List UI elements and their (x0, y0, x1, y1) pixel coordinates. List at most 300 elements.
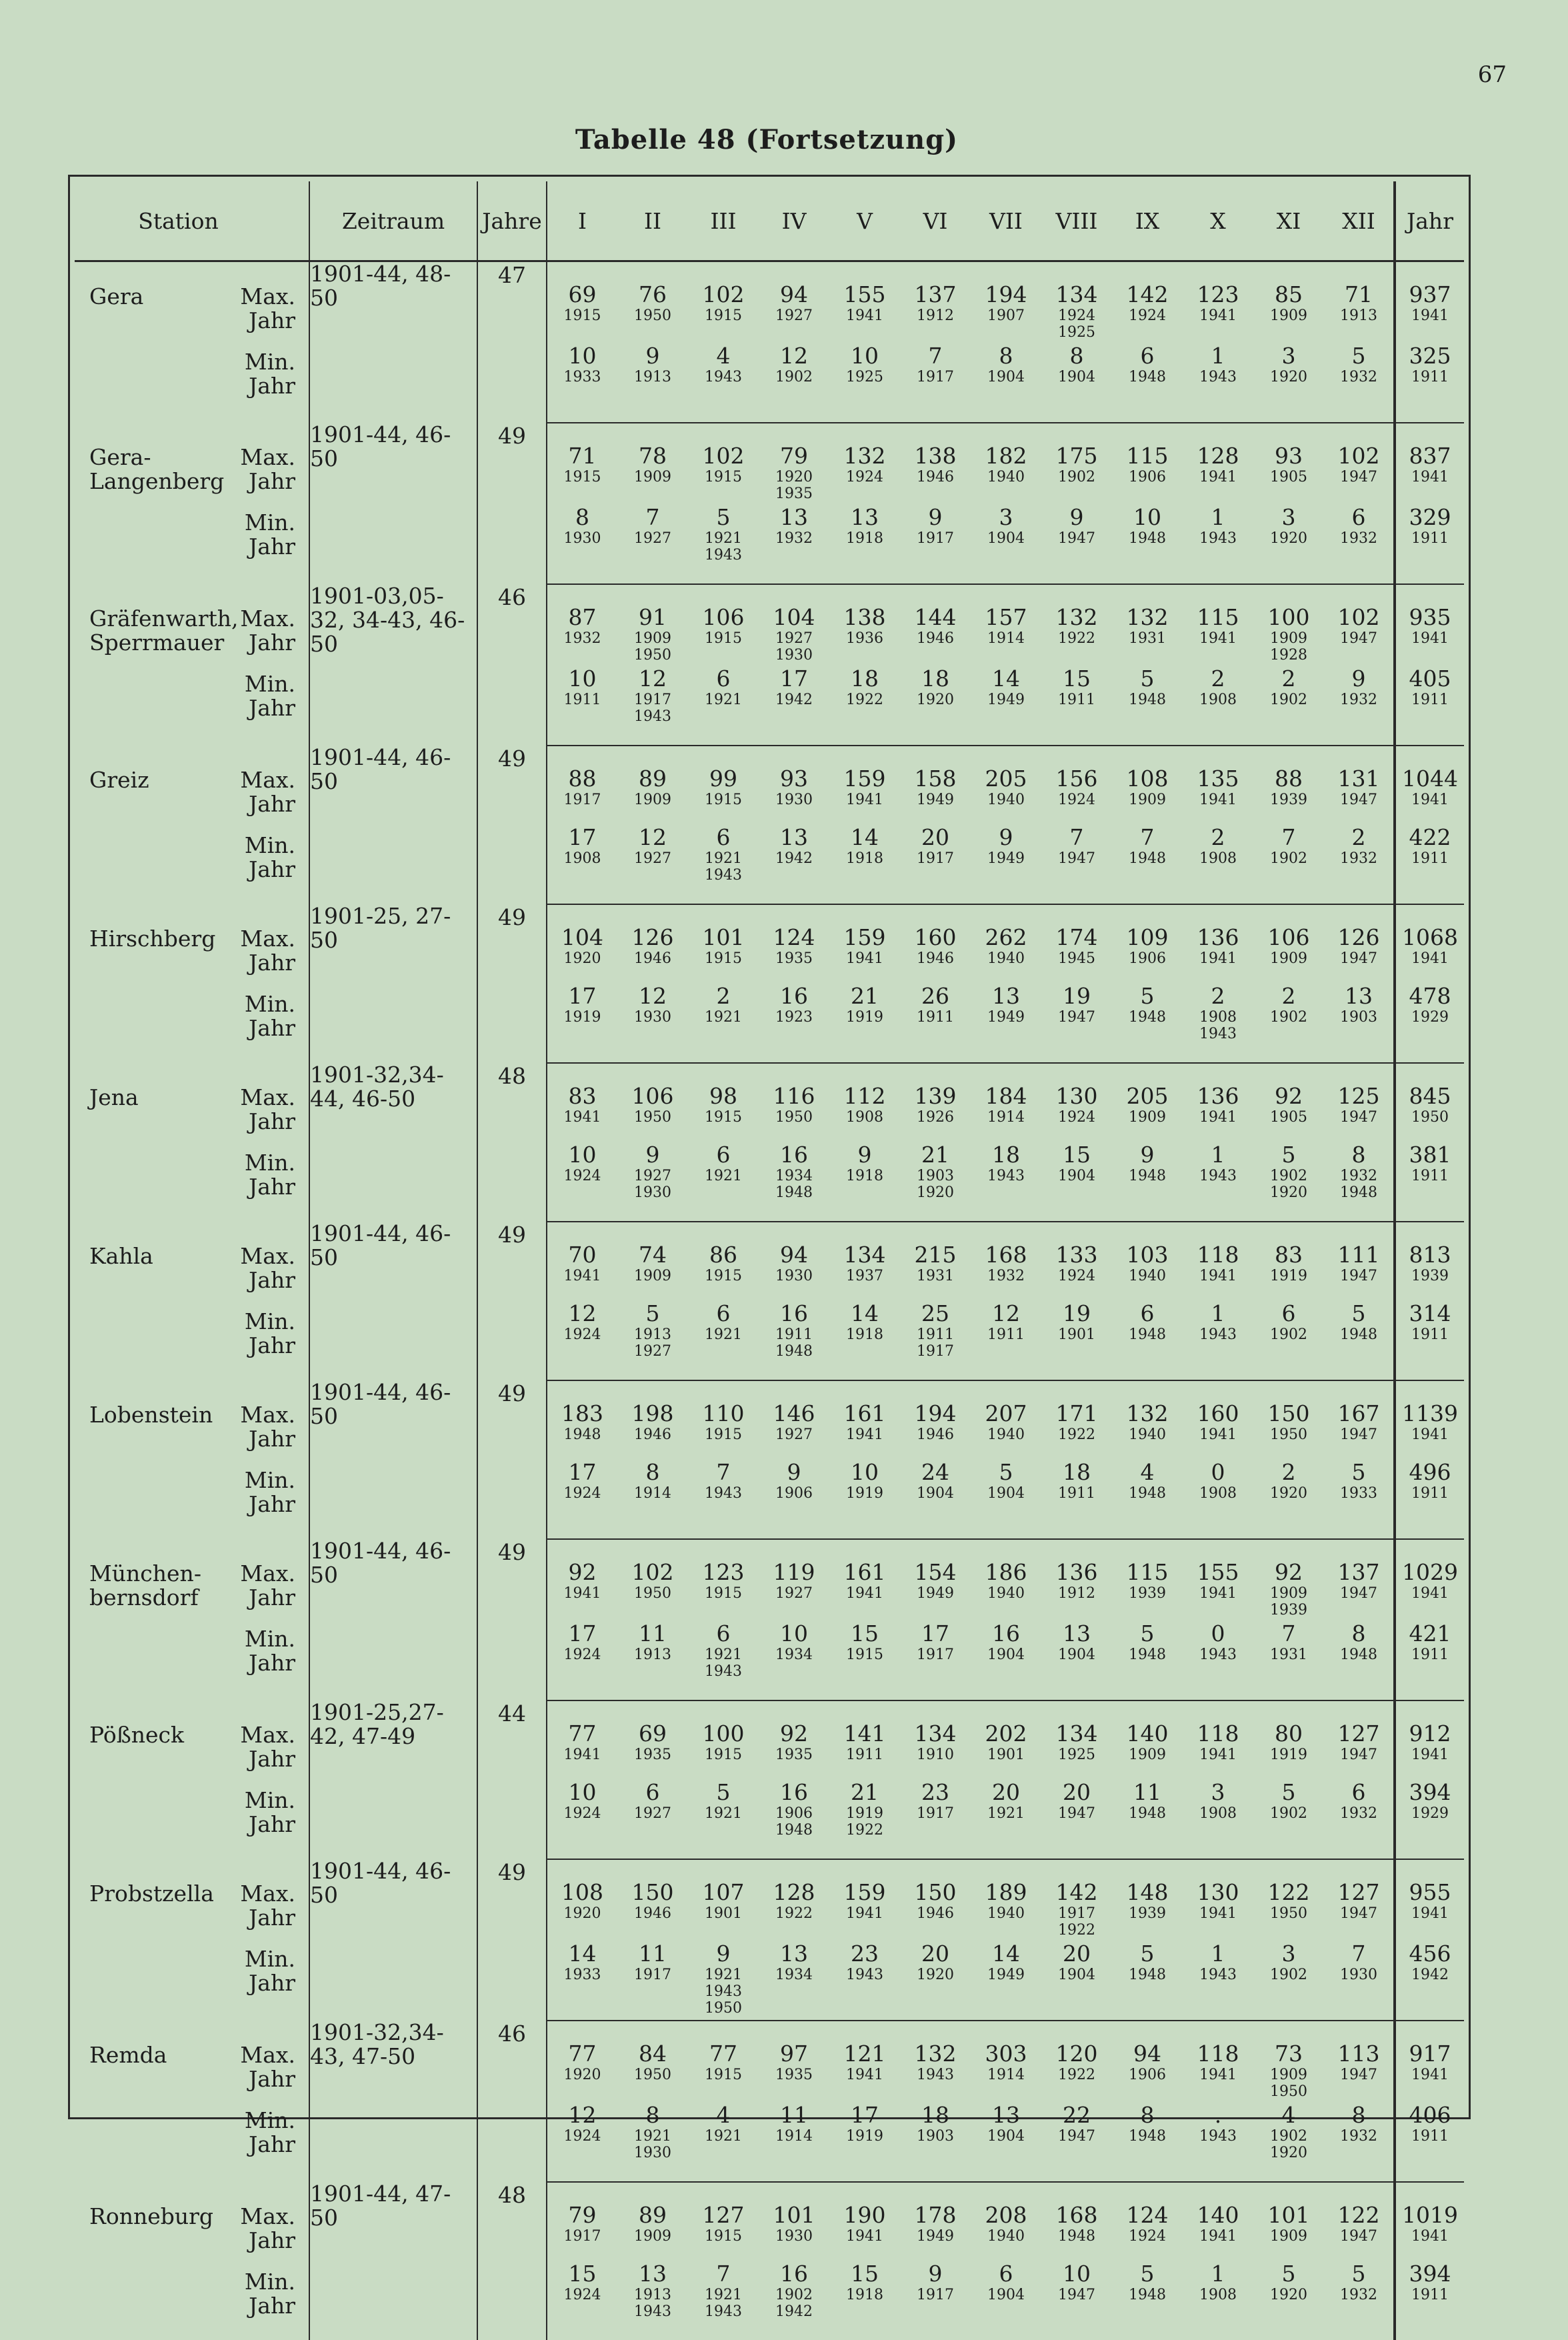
min-year: 1943 (971, 1168, 1041, 1184)
max-year: 1909 (1253, 307, 1324, 324)
min-value: 8 (971, 343, 1041, 369)
min-year: 1924 (547, 2287, 617, 2303)
max-year: 1941 (829, 792, 900, 808)
month-min-cell (688, 981, 759, 1063)
min-year: 1933 (1324, 1485, 1393, 1502)
zeitraum-cell: 1901-44, 46-50 (309, 1380, 477, 1539)
min-value: . (1183, 2103, 1253, 2128)
max-value: 160 (1183, 1401, 1253, 1426)
month-max-cell (1324, 584, 1395, 664)
station-max-row (75, 584, 1464, 664)
max-year: 1947 (1324, 469, 1393, 485)
month-min-cell (1183, 1140, 1253, 1222)
zeitraum-cell: 1901-25, 27-50 (309, 904, 477, 1063)
month-max-cell (1324, 1539, 1395, 1618)
min-value: 19 (1041, 984, 1112, 1009)
max-year: 1915 (547, 307, 617, 324)
month-min-cell (1112, 1618, 1183, 1700)
min-value: 5 (1253, 2261, 1324, 2287)
min-value: 12 (759, 343, 829, 369)
month-min-cell (688, 2100, 759, 2182)
min-year: 1921 1943 (688, 530, 759, 563)
max-year: 1947 (1324, 630, 1393, 647)
label-jahr: Jahr (249, 1426, 295, 1452)
month-min-cell (1324, 664, 1395, 746)
month-max-cell (1183, 1700, 1253, 1777)
min-value: 16 (759, 1301, 829, 1326)
min-value: 23 (829, 1941, 900, 1967)
min-value: 2 (1253, 984, 1324, 1009)
max-year: 1947 (1324, 1746, 1393, 1763)
month-min-cell (547, 664, 617, 746)
month-max-cell (1041, 1063, 1112, 1140)
label-jahr: Jahr (249, 307, 295, 333)
max-year: 1939 (1396, 1268, 1464, 1284)
station-cell (75, 1700, 309, 1859)
max-year: 1927 (759, 1426, 829, 1443)
label-min-text: Min. (245, 1467, 295, 1493)
label-max (229, 768, 295, 816)
max-year: 1947 (1324, 1905, 1393, 1922)
max-value: 91 (617, 605, 688, 630)
month-max-cell (617, 1539, 688, 1618)
annual-max-cell (1395, 1539, 1464, 1618)
label-jahr: Jahr (249, 950, 295, 976)
max-year: 1909 (1253, 2228, 1324, 2245)
max-value: 101 (688, 925, 759, 950)
annual-min-cell (1395, 1618, 1464, 1700)
min-year: 1929 (1396, 1805, 1464, 1822)
month-min-cell (1041, 502, 1112, 584)
min-year: 1919 1922 (829, 1805, 900, 1839)
month-min-cell (547, 981, 617, 1063)
max-year: 1946 (617, 1905, 688, 1922)
month-max-cell (688, 746, 759, 822)
jahre-cell: 49 (477, 1539, 547, 1700)
month-min-cell (900, 1457, 971, 1539)
max-year: 1950 (1396, 1109, 1464, 1126)
min-value: 18 (971, 1142, 1041, 1168)
label-max-text: Max. (240, 926, 295, 952)
max-year: 1941 (1396, 469, 1464, 485)
min-value: 16 (759, 2261, 829, 2287)
zeitraum-cell: 1901-44, 47-50 (309, 2182, 477, 2340)
label-max (229, 2205, 295, 2253)
month-max-cell (900, 1700, 971, 1777)
month-max-cell (1324, 1380, 1395, 1457)
max-year: 1941 (1183, 2228, 1253, 2245)
max-year: 1915 (688, 2067, 759, 2083)
min-value: 11 (759, 2103, 829, 2128)
month-max-cell (1324, 746, 1395, 822)
min-year: 1920 (1253, 369, 1324, 385)
max-value: 88 (1253, 766, 1324, 792)
month-max-cell (1183, 1859, 1253, 1939)
min-value: 10 (759, 1621, 829, 1646)
month-max-cell (759, 423, 829, 502)
min-year: 1927 (617, 1805, 688, 1822)
label-min (229, 1310, 295, 1358)
max-value: 134 (900, 1721, 971, 1746)
min-year: 1921 (688, 1009, 759, 1026)
min-year: 1902 (1253, 1326, 1324, 1343)
month-min-cell (1183, 1298, 1253, 1380)
station-max-row (75, 261, 1464, 341)
max-value: 78 (617, 443, 688, 469)
month-max-cell (900, 1859, 971, 1939)
max-value: 134 (1041, 1721, 1112, 1746)
max-value: 155 (829, 282, 900, 307)
month-max-cell (1253, 1539, 1324, 1618)
label-jahr: Jahr (249, 2293, 295, 2319)
min-value: 1 (1183, 1941, 1253, 1967)
min-year: 1924 (547, 1168, 617, 1184)
annual-min-cell (1395, 822, 1464, 904)
max-value: 120 (1041, 2041, 1112, 2067)
max-year: 1950 (1253, 1905, 1324, 1922)
jahre-cell: 49 (477, 904, 547, 1063)
label-max-text: Max. (240, 767, 295, 793)
month-max-cell (1253, 2182, 1324, 2259)
month-max-cell (547, 423, 617, 502)
min-value: 2 (1183, 984, 1253, 1009)
max-year: 1946 (900, 1426, 971, 1443)
month-min-cell (759, 2100, 829, 2182)
header-jahre: Jahre (477, 181, 547, 261)
station-cell (75, 2182, 309, 2340)
min-year: 1948 (1112, 1967, 1183, 1983)
max-year: 1932 (971, 1268, 1041, 1284)
min-year: 1903 (900, 2128, 971, 2145)
max-value: 118 (1183, 1721, 1253, 1746)
max-value: 194 (971, 282, 1041, 307)
min-year: 1911 (1041, 692, 1112, 708)
month-max-cell (971, 904, 1041, 981)
max-year: 1950 (759, 1109, 829, 1126)
min-value: 6 (688, 1301, 759, 1326)
label-max (229, 1562, 295, 1610)
month-max-cell (1112, 746, 1183, 822)
min-value: 24 (900, 1460, 971, 1485)
max-year: 1917 (547, 792, 617, 808)
month-min-cell (971, 2259, 1041, 2340)
month-max-cell (1041, 746, 1112, 822)
label-min (229, 1789, 295, 1837)
min-value: 496 (1396, 1460, 1464, 1485)
max-year: 1941 (1183, 1905, 1253, 1922)
month-max-cell (1324, 2021, 1395, 2100)
station-cell (75, 261, 309, 423)
month-min-cell (759, 1140, 829, 1222)
month-max-cell (1324, 261, 1395, 341)
station-cell (75, 1380, 309, 1539)
min-year: 1918 (829, 1326, 900, 1343)
min-year: 1917 (900, 1646, 971, 1663)
month-max-cell (688, 1539, 759, 1618)
month-max-cell (829, 746, 900, 822)
min-value: 10 (829, 1460, 900, 1485)
month-min-cell (688, 822, 759, 904)
min-year: 1929 (1396, 1009, 1464, 1026)
max-year: 1947 (1324, 950, 1393, 967)
max-value: 184 (971, 1084, 1041, 1109)
month-max-cell (1183, 1380, 1253, 1457)
max-year: 1912 (1041, 1585, 1112, 1602)
zeitraum-cell: 1901-44, 48-50 (309, 261, 477, 423)
min-year: 1913 (617, 369, 688, 385)
month-max-cell (829, 1222, 900, 1298)
month-max-cell (829, 1859, 900, 1939)
month-max-cell (617, 746, 688, 822)
annual-max-cell (1395, 261, 1464, 341)
max-year: 1941 (829, 1426, 900, 1443)
label-jahr: Jahr (249, 2227, 295, 2253)
month-max-cell (829, 1380, 900, 1457)
station-name: Probstzella (89, 1882, 214, 1906)
min-value: 26 (900, 984, 971, 1009)
annual-min-cell (1395, 664, 1464, 746)
min-value: 14 (829, 825, 900, 850)
max-value: 161 (829, 1401, 900, 1426)
min-year: 1930 (617, 1009, 688, 1026)
month-min-cell (829, 2100, 900, 2182)
max-value: 207 (971, 1401, 1041, 1426)
max-value: 106 (688, 605, 759, 630)
label-min-text: Min. (245, 1150, 295, 1176)
label-jahr: Jahr (249, 1174, 295, 1200)
month-min-cell (617, 1140, 688, 1222)
max-value: 104 (547, 925, 617, 950)
min-year: 1908 (547, 850, 617, 867)
min-value: 10 (547, 1142, 617, 1168)
min-value: 2 (688, 984, 759, 1009)
min-year: 1934 1948 (759, 1168, 829, 1201)
min-value: 4 (688, 343, 759, 369)
month-min-cell (547, 341, 617, 423)
month-max-cell (617, 584, 688, 664)
min-year: 1902 1920 (1253, 1168, 1324, 1201)
month-max-cell (759, 1063, 829, 1140)
month-max-cell (1253, 1700, 1324, 1777)
month-max-cell (971, 1222, 1041, 1298)
max-value: 186 (971, 1560, 1041, 1585)
month-min-cell (617, 2259, 688, 2340)
min-year: 1911 (1396, 530, 1464, 547)
max-year: 1901 (688, 1905, 759, 1922)
month-max-cell (617, 1380, 688, 1457)
max-year: 1932 (547, 630, 617, 647)
month-min-cell (900, 341, 971, 423)
month-max-cell (547, 1063, 617, 1140)
max-year: 1941 (1396, 950, 1464, 967)
max-value: 158 (900, 766, 971, 792)
month-min-cell (617, 1298, 688, 1380)
jahre-cell: 49 (477, 1380, 547, 1539)
max-value: 100 (688, 1721, 759, 1746)
min-year: 1911 (1396, 1326, 1464, 1343)
min-value: 2 (1183, 666, 1253, 692)
header-month: V (829, 181, 900, 261)
month-min-cell (829, 1618, 900, 1700)
month-min-cell (900, 1939, 971, 2021)
max-value: 845 (1396, 1084, 1464, 1109)
annual-min-cell (1395, 981, 1464, 1063)
month-min-cell (1183, 981, 1253, 1063)
month-min-cell (688, 1777, 759, 1859)
month-min-cell (1183, 1939, 1253, 2021)
month-max-cell (1324, 2182, 1395, 2259)
month-max-cell (1112, 584, 1183, 664)
station-cell (75, 2021, 309, 2182)
max-value: 126 (1324, 925, 1393, 950)
min-year: 1908 (1183, 692, 1253, 708)
max-year: 1914 (971, 2067, 1041, 2083)
max-value: 127 (688, 2203, 759, 2228)
label-max-text: Max. (240, 606, 295, 632)
max-value: 837 (1396, 443, 1464, 469)
label-min-text: Min. (245, 509, 295, 535)
month-max-cell (1183, 261, 1253, 341)
month-max-cell (759, 261, 829, 341)
annual-max-cell (1395, 584, 1464, 664)
month-max-cell (759, 2021, 829, 2100)
max-value: 89 (617, 766, 688, 792)
month-min-cell (617, 2100, 688, 2182)
month-min-cell (829, 502, 900, 584)
max-value: 189 (971, 1880, 1041, 1905)
month-max-cell (1183, 584, 1253, 664)
max-year: 1941 (1396, 1585, 1464, 1602)
max-year: 1941 (1183, 2067, 1253, 2083)
annual-min-cell (1395, 502, 1464, 584)
max-value: 132 (900, 2041, 971, 2067)
label-jahr: Jahr (249, 468, 295, 494)
min-year: 1942 (759, 850, 829, 867)
max-value: 84 (617, 2041, 688, 2067)
station-name: München- bernsdorf (89, 1562, 223, 1610)
min-year: 1908 (1183, 1805, 1253, 1822)
max-year: 1941 (1183, 1746, 1253, 1763)
month-max-cell (1253, 1859, 1324, 1939)
station-max-row (75, 1063, 1464, 1140)
max-value: 128 (759, 1880, 829, 1905)
min-value: 9 (900, 505, 971, 530)
min-year: 1901 (1041, 1326, 1112, 1343)
min-value: 9 (1324, 666, 1393, 692)
min-value: 15 (1041, 666, 1112, 692)
max-value: 132 (1041, 605, 1112, 630)
month-max-cell (759, 746, 829, 822)
month-min-cell (547, 822, 617, 904)
annual-max-cell (1395, 1859, 1464, 1939)
month-max-cell (1324, 1859, 1395, 1939)
min-year: 1917 (900, 369, 971, 385)
month-min-cell (547, 1298, 617, 1380)
min-value: 12 (971, 1301, 1041, 1326)
min-year: 1949 (971, 850, 1041, 867)
station-cell (75, 1539, 309, 1700)
min-value: 6 (1112, 343, 1183, 369)
month-min-cell (1253, 1777, 1324, 1859)
min-year: 1943 (1183, 2128, 1253, 2145)
max-value: 83 (547, 1084, 617, 1109)
max-value: 205 (1112, 1084, 1183, 1109)
month-min-cell (1324, 341, 1395, 423)
month-min-cell (829, 981, 900, 1063)
label-jahr: Jahr (249, 1491, 295, 1517)
month-min-cell (688, 1457, 759, 1539)
month-max-cell (1041, 261, 1112, 341)
month-max-cell (1253, 584, 1324, 664)
min-year: 1917 (900, 1805, 971, 1822)
min-year: 1947 (1041, 2287, 1112, 2303)
max-value: 198 (617, 1401, 688, 1426)
month-max-cell (688, 1222, 759, 1298)
label-min (229, 2109, 295, 2157)
month-max-cell (900, 1222, 971, 1298)
max-value: 813 (1396, 1242, 1464, 1268)
max-year: 1941 (1183, 469, 1253, 485)
month-max-cell (900, 904, 971, 981)
month-max-cell (547, 746, 617, 822)
month-max-cell (1324, 904, 1395, 981)
month-min-cell (1253, 1457, 1324, 1539)
min-year: 1920 (900, 1967, 971, 1983)
max-year: 1941 (1183, 1426, 1253, 1443)
month-max-cell (1183, 1222, 1253, 1298)
month-min-cell (688, 664, 759, 746)
month-max-cell (1041, 1539, 1112, 1618)
min-year: 1921 (688, 1168, 759, 1184)
min-year: 1948 (1112, 1646, 1183, 1663)
month-min-cell (1253, 981, 1324, 1063)
max-year: 1941 (1183, 1109, 1253, 1126)
min-year: 1925 (829, 369, 900, 385)
table-body (75, 261, 1464, 2340)
month-min-cell (1112, 502, 1183, 584)
month-min-cell (617, 822, 688, 904)
min-year: 1908 1943 (1183, 1009, 1253, 1042)
max-value: 917 (1396, 2041, 1464, 2067)
station-name: Kahla (89, 1244, 153, 1268)
max-value: 141 (829, 1721, 900, 1746)
max-value: 103 (1112, 1242, 1183, 1268)
month-min-cell (1183, 1777, 1253, 1859)
month-max-cell (1253, 1380, 1324, 1457)
min-value: 17 (547, 1460, 617, 1485)
min-year: 1947 (1041, 2128, 1112, 2145)
annual-min-cell (1395, 1777, 1464, 1859)
max-value: 132 (829, 443, 900, 469)
station-name: Gera- Langenberg (89, 445, 223, 493)
min-value: 1 (1183, 505, 1253, 530)
month-min-cell (829, 1777, 900, 1859)
month-min-cell (900, 1618, 971, 1700)
min-year: 1948 (1112, 692, 1183, 708)
min-value: 4 (1253, 2103, 1324, 2128)
month-max-cell (1324, 1063, 1395, 1140)
month-min-cell (547, 1777, 617, 1859)
max-value: 116 (759, 1084, 829, 1109)
month-min-cell (971, 664, 1041, 746)
min-year: 1948 (1112, 1485, 1183, 1502)
month-min-cell (1324, 1457, 1395, 1539)
min-value: 5 (1324, 2261, 1393, 2287)
month-min-cell (1253, 1140, 1324, 1222)
max-year: 1941 (1396, 2067, 1464, 2083)
max-year: 1924 (1041, 1109, 1112, 1126)
min-year: 1933 (547, 1967, 617, 1983)
